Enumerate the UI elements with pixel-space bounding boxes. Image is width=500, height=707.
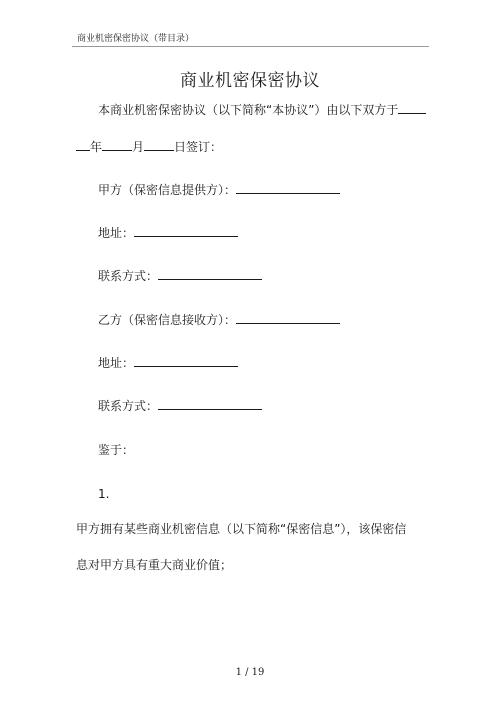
year-label: 年: [90, 140, 103, 154]
whereas-item-1-line-1: 甲方拥有某些商业机密信息（以下简称“保密信息”），该保密信: [76, 522, 407, 536]
party-a-contact-line: [98, 268, 262, 284]
party-a-address-blank: [134, 225, 238, 237]
party-a-label: 甲方（保密信息提供方）：: [98, 183, 237, 197]
party-b-label: 乙方（保密信息接收方）：: [98, 313, 237, 327]
intro-text: 本商业机密保密协议（以下简称“本协议”）由以下双方于: [98, 103, 399, 117]
party-b-contact-blank: [158, 398, 262, 410]
party-b-contact-line: [98, 398, 262, 414]
party-a-contact-blank: [158, 268, 262, 280]
party-b-line: [98, 312, 340, 328]
party-a-name-blank: [236, 182, 340, 194]
party-b-address-blank: [134, 355, 238, 367]
party-b-contact-label: 联系方式：: [98, 399, 159, 413]
intro-line-1: [98, 102, 426, 118]
whereas-label: 鉴于：: [98, 443, 135, 457]
date-prefix-blank: [398, 102, 426, 114]
year-blank: [76, 139, 90, 151]
intro-line-2: [76, 139, 222, 155]
document-title: 商业机密保密协议: [180, 71, 320, 91]
party-a-line: [98, 182, 340, 198]
party-b-name-blank: [236, 312, 340, 324]
party-a-address-line: [98, 225, 238, 241]
page-number: 1 / 19: [235, 667, 265, 678]
day-sign-label: 日签订：: [174, 140, 223, 154]
header-divider: [72, 46, 429, 47]
month-label: 月: [132, 140, 145, 154]
party-a-address-label: 地址：: [98, 226, 135, 240]
party-a-contact-label: 联系方式：: [98, 269, 159, 283]
month-blank: [102, 139, 132, 151]
running-header: 商业机密保密协议（带目录）: [77, 34, 195, 44]
whereas-item-number: 1.: [98, 487, 110, 501]
whereas-item-1-line-2: 息对甲方具有重大商业价值；: [76, 558, 233, 572]
party-b-address-line: [98, 355, 238, 371]
day-blank: [144, 139, 174, 151]
party-b-address-label: 地址：: [98, 356, 135, 370]
